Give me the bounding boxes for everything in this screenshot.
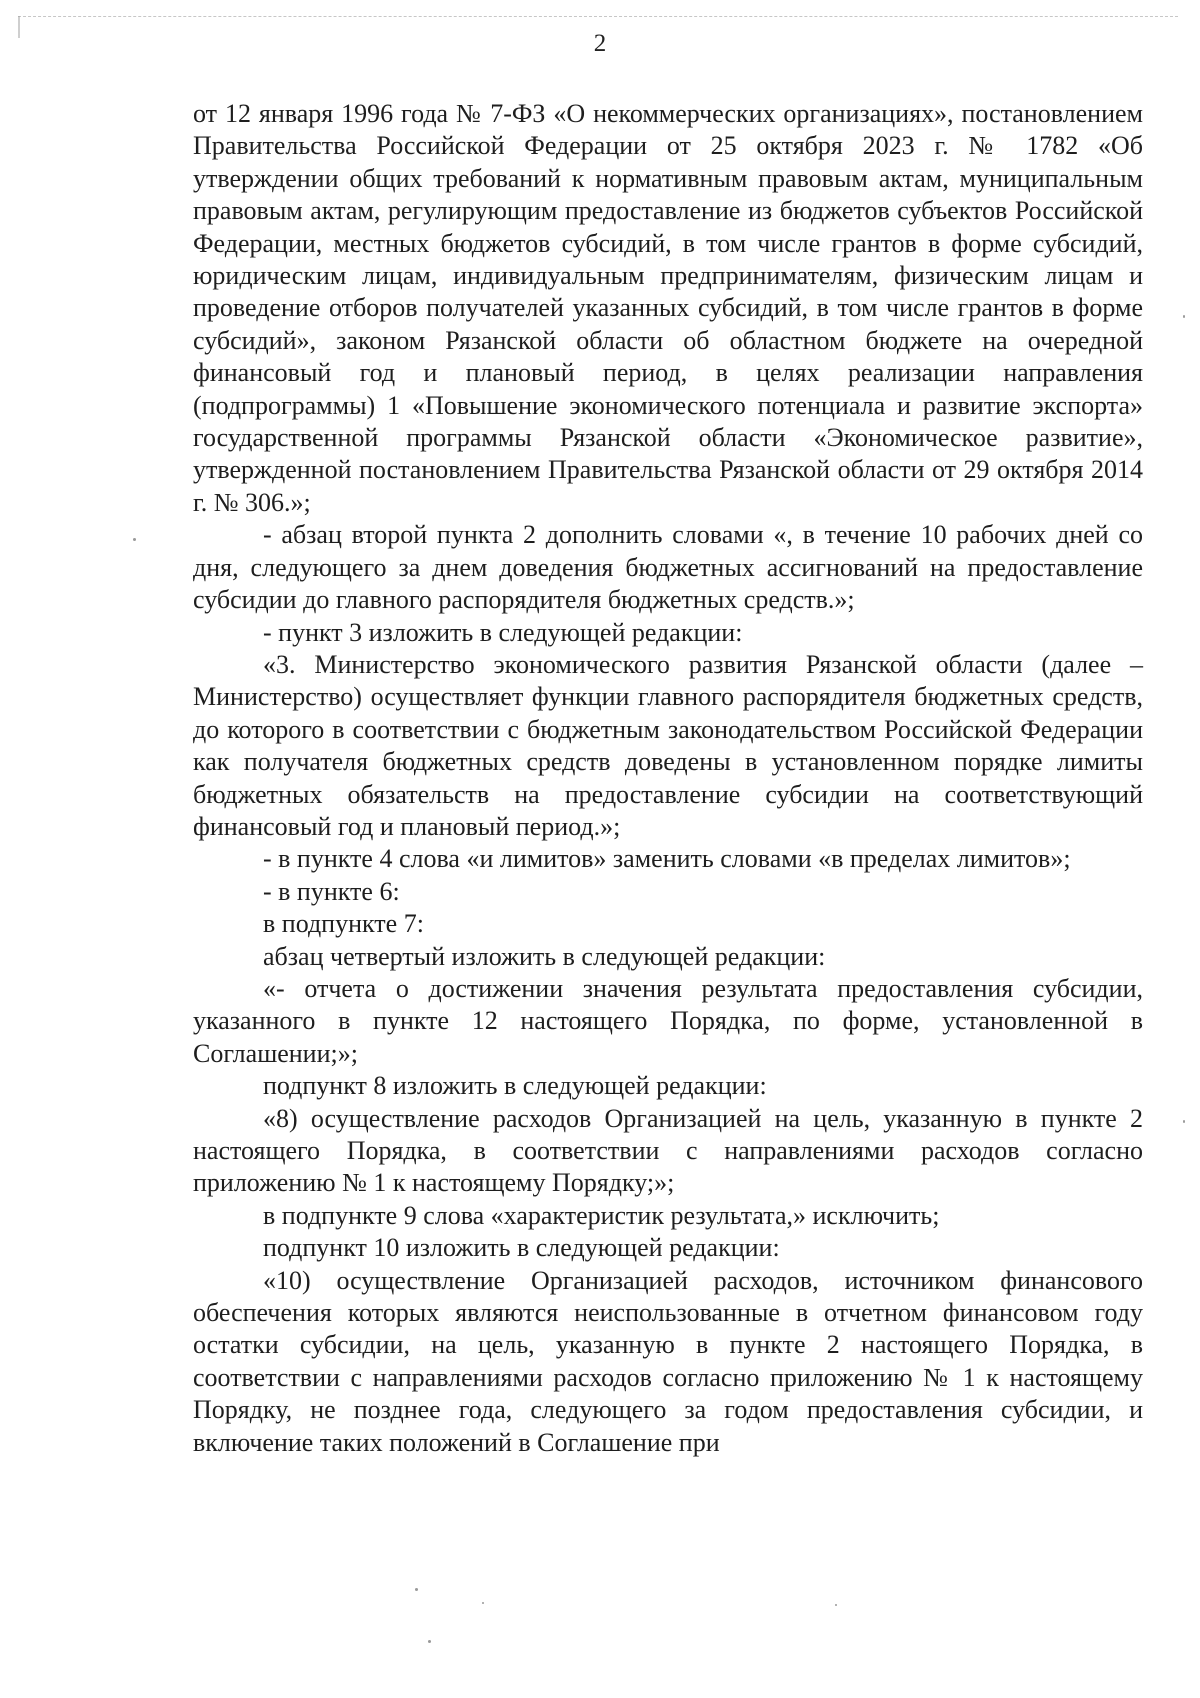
paragraph-subitem-10-intro: подпункт 10 изложить в следующей редакции:	[263, 1233, 780, 1263]
document-body	[193, 98, 1143, 1459]
page-number: 2	[593, 30, 607, 57]
paragraph-subitem-9-amendment: в подпункте 9 слова «характеристик результата,» исключить;	[263, 1200, 940, 1230]
scan-speck	[835, 1604, 837, 1606]
scan-speck	[133, 538, 136, 541]
paragraph-subitem-7-intro: в подпункте 7:	[263, 909, 424, 939]
paragraph-subitem-7-text: «- отчета о достижении значения результата предоставления субсидии, указанного в пункте 12 настоящего Порядка, по форме, установленной в Соглашении;»;	[193, 973, 1143, 1068]
paragraph-subitem-10-text: «10) осуществление Организацией расходов, источником финансового обеспечения которых являются неиспользованные в отчетном финансовом году остатки субсидии, на цель, указанную в пункте 2 настоящего Порядка, в соответствии с направлениями расходов согласно приложению № 1 к настоящему Порядку, не позднее года, следующего за годом предоставления субсидии, и включение таких положений в Соглашение при	[193, 1265, 1143, 1457]
scan-border-artifact	[18, 16, 1178, 23]
paragraph-subitem-7-abzac: абзац четвертый изложить в следующей редакции:	[263, 941, 826, 971]
paragraph-item-3-intro: - пункт 3 изложить в следующей редакции:	[263, 617, 743, 647]
scan-speck	[415, 1588, 418, 1591]
paragraph-item-6-intro: - в пункте 6:	[263, 876, 400, 906]
paragraph-subitem-8-intro: подпункт 8 изложить в следующей редакции:	[263, 1071, 767, 1101]
paragraph-legal-basis: от 12 января 1996 года № 7-ФЗ «О некоммерческих организациях», постановлением Правительства Российской Федерации от 25 октября 2023 г. № 1782 «Об утверждении общих требований к нормативным правовым актам, муниципальным правовым актам, регулирующим предоставление из бюджетов субъектов Российской Федерации, местных бюджетов субсидий, в том числе грантов в форме субсидий, юридическим лицам, индивидуальным предпринимателям, физическим лицам и проведение отборов получателей указанных субсидий, в том числе грантов в форме субсидий», законом Рязанской области об областном бюджете на очередной финансовый год и плановый период, в целях реализации направления (подпрограммы) 1 «Повышение экономического потенциала и развитие экспорта» государственной программы Рязанской области «Экономическое развитие», утвержденной постановлением Правительства Рязанской области от 29 октября 2014 г. № 306.»;	[193, 99, 1143, 517]
paragraph-item-4-amendment: - в пункте 4 слова «и лимитов» заменить словами «в пределах лимитов»;	[263, 844, 1071, 874]
scan-speck	[428, 1640, 431, 1643]
paragraph-item-3-text: «3. Министерство экономического развития Рязанской области (далее – Министерство) осуществляет функции главного распорядителя бюджетных средств, до которого в соответствии с бюджетным законодательством Российской Федерации как получателя бюджетных средств доведены в установленном порядке лимиты бюджетных обязательств на предоставление субсидии на соответствующий финансовый год и плановый период.»;	[193, 649, 1143, 841]
scan-speck	[1183, 315, 1185, 318]
paragraph-subitem-8-text: «8) осуществление расходов Организацией на цель, указанную в пункте 2 настоящего Порядка, в соответствии с направлениями расходов согласно приложению № 1 к настоящему Порядку;»;	[193, 1103, 1143, 1198]
paragraph-item-2-amendment: - абзац второй пункта 2 дополнить словами «, в течение 10 рабочих дней со дня, следующего за днем доведения бюджетных ассигнований на предоставление субсидии до главного распорядителя бюджетных средств.»;	[193, 520, 1143, 615]
scan-speck	[482, 1602, 484, 1604]
scan-speck	[1183, 1120, 1185, 1123]
